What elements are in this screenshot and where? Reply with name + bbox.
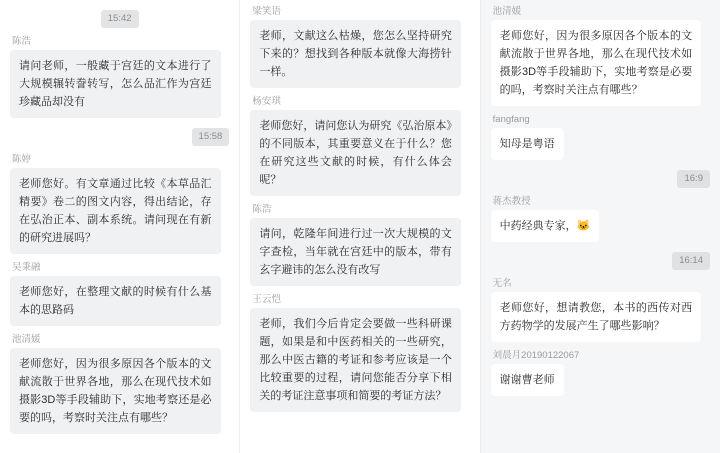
timestamp-text: 16:14 <box>672 252 710 270</box>
chat-message <box>250 294 469 412</box>
chat-column-middle <box>239 0 479 453</box>
message-bubble[interactable]: 老师您好，在整理文献的时候有什么基本的思路码 <box>10 276 221 326</box>
message-sender: 蒋杰教授 <box>492 196 531 207</box>
timestamp-text: 16:9 <box>677 170 710 188</box>
chat-message <box>491 114 710 160</box>
message-sender: 吴秉融 <box>12 262 41 273</box>
message-sender: 刘晨月20190122067 <box>492 350 580 361</box>
message-sender: 无名 <box>492 278 512 289</box>
chat-column-right <box>480 0 720 453</box>
timestamp-divider <box>491 168 710 188</box>
message-sender: fangfang <box>492 114 530 125</box>
chat-message <box>491 6 710 106</box>
message-sender: 陈婷 <box>12 154 32 165</box>
chat-message <box>491 278 710 342</box>
chat-message <box>10 36 229 118</box>
message-bubble[interactable]: 老师，文献这么枯燥，您怎么坚持研究下来的？想找到各种版本就像大海捞针一样。 <box>250 20 461 88</box>
timestamp-divider <box>491 250 710 270</box>
chat-message <box>10 262 229 326</box>
chat-message <box>491 196 710 242</box>
message-bubble[interactable]: 老师您好，因为很多原因各个版本的文献流散于世界各地，那么在现代技术如摄影3D等手段辅助下，实地考察还是必要的吗，考察时关注点有哪些？ <box>10 348 221 434</box>
chat-message <box>10 154 229 254</box>
message-sender: 池清媛 <box>492 6 522 17</box>
chat-message <box>250 204 469 286</box>
message-sender: 王云恺 <box>252 294 281 305</box>
message-bubble[interactable]: 请问老师，一般藏于宫廷的文本进行了大规模辗转誊转写，怎么品汇作为宫廷珍藏品却没有 <box>10 50 221 118</box>
message-sender: 杨安琪 <box>252 96 281 107</box>
timestamp-text: 15:58 <box>192 128 230 146</box>
message-sender: 陈浩 <box>12 36 32 47</box>
message-bubble[interactable]: 老师您好，想请教您，本书的西传对西方药物学的发展产生了哪些影响？ <box>491 292 702 342</box>
chat-message <box>10 334 229 434</box>
chat-message <box>491 350 710 396</box>
message-sender: 池清媛 <box>12 334 41 345</box>
message-bubble[interactable]: 老师您好。有文章通过比较《本草品汇精要》卷二的图文内容，得出结论，存在弘治正本、副本系统。请问现在有新的研究进展吗？ <box>10 168 221 254</box>
timestamp-text: 15:42 <box>101 10 139 28</box>
chat-message <box>250 6 469 88</box>
message-bubble[interactable]: 老师您好，因为很多原因各个版本的文献流散于世界各地，那么在现代技术如摄影3D等手段辅助下，实地考察是必要的吗，考察时关注点有哪些？ <box>491 20 702 106</box>
timestamp-divider <box>10 8 229 28</box>
message-sender: 陈浩 <box>252 204 272 215</box>
message-bubble[interactable]: 知母是粤语 <box>491 128 564 160</box>
message-bubble[interactable]: 请问，乾隆年间进行过一次大规模的文字查检，当年就在宫廷中的版本，带有玄字避讳的怎么没有改写 <box>250 218 461 286</box>
chat-message <box>250 96 469 196</box>
message-bubble[interactable]: 谢谢曹老师 <box>491 364 564 396</box>
message-bubble[interactable]: 老师您好，请问您认为研究《弘治原本》的不同版本，其重要意义在于什么？您在研究这些文献的时候，有什么体会呢？ <box>250 110 461 196</box>
message-bubble[interactable]: 老师，我们今后肯定会要做一些科研课题，如果是和中医药相关的一些研究，那么中医古籍的考证和参考应该是一个比较重要的过程，请问您能否分享下相关的考证注意事项和简要的考证方法？ <box>250 308 461 412</box>
message-sender: 梁笑语 <box>252 6 281 17</box>
chat-column-left <box>0 0 239 453</box>
timestamp-divider <box>10 126 229 146</box>
message-bubble[interactable]: 中药经典专家，🐱 <box>491 210 600 242</box>
